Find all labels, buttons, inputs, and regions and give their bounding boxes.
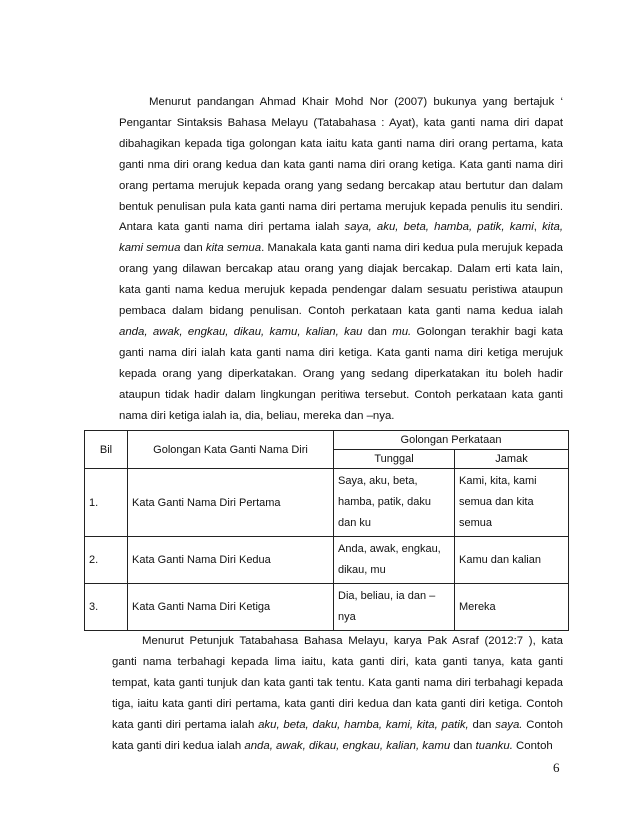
cell-golongan: Kata Ganti Nama Diri Kedua xyxy=(128,537,334,584)
cell-line: hamba, patik, daku xyxy=(338,496,431,508)
cell-bil: 3. xyxy=(85,584,128,631)
cell-line: Kami, kita, kami xyxy=(459,475,537,487)
cell-golongan: Kata Ganti Nama Diri Ketiga xyxy=(128,584,334,631)
table-row xyxy=(85,469,569,537)
text-run: dan xyxy=(468,718,496,731)
italic-text: anda, awak, engkau, dikau, kamu, kalian, kau xyxy=(119,325,363,338)
header-tunggal: Tunggal xyxy=(334,450,455,469)
italic-text: kita semua xyxy=(205,242,262,255)
header-golongan-perkataan: Golongan Perkataan xyxy=(334,431,569,450)
cell-line: Dia, beliau, ia dan – xyxy=(338,590,436,602)
italic-text: saya, aku, beta, hamba, patik, kami xyxy=(344,221,534,234)
text-run: Contoh kata ganti diri kedua ialah xyxy=(112,718,563,752)
kata-ganti-nama-diri-table xyxy=(84,430,569,631)
cell-jamak: Kamu dan kalian xyxy=(455,537,569,584)
text-run: dan xyxy=(362,325,393,338)
paragraph-petunjuk-tatabahasa xyxy=(112,631,563,756)
italic-text: mu. xyxy=(392,325,412,338)
cell-jamak xyxy=(455,469,569,537)
cell-golongan: Kata Ganti Nama Diri Pertama xyxy=(128,469,334,537)
text-run: dan xyxy=(450,739,476,752)
cell-bil: 1. xyxy=(85,469,128,537)
page-number: 6 xyxy=(553,760,560,775)
italic-text: aku, beta, daku, hamba, kami, kita, patik, xyxy=(258,718,469,731)
para1-segments xyxy=(119,96,563,422)
text-run: . Manakala kata ganti nama diri kedua pula merujuk kepada orang yang dilawan bercakap atau orang yang diajak bercakap. Dalam erti kata lain, kata ganti nama kedua merujuk kepada pendengar dalam sesuatu peristiwa ataupun pembaca dalam bidang penulisan. Contoh perkataan kata ganti nama kedua ialah xyxy=(119,242,563,318)
header-golongan: Golongan Kata Ganti Nama Diri xyxy=(128,431,334,469)
cell-line: Anda, awak, engkau, xyxy=(338,543,441,555)
cell-line: dan ku xyxy=(338,517,372,529)
cell-line: semua xyxy=(459,517,493,529)
cell-line: semua dan kita xyxy=(459,496,534,508)
cell-tunggal xyxy=(334,537,455,584)
text-run: Menurut pandangan Ahmad Khair Mohd Nor (2007) bukunya yang bertajuk ‘ Pengantar Sintaksis Bahasa Melayu (Tatabahasa : Ayat), kata ganti nama diri dapat dibahagikan kepada tiga golongan kata iaitu kata ganti nama diri orang pertama, kata ganti nma diri orang kedua dan kata ganti nama diri orang ketiga. Kata ganti nama diri orang pertama merujuk kepada orang yang sedang bercakap atau bertutur dan dalam bentuk penulisan pula kata ganti nama diri pertama merujuk kepada penulis itu sendiri. Antara kata ganti nama diri pertama ialah xyxy=(119,96,563,234)
cell-line: dikau, mu xyxy=(338,564,386,576)
table-row xyxy=(85,537,569,584)
para2-segments xyxy=(112,635,563,752)
italic-text: saya. xyxy=(495,718,523,731)
header-jamak: Jamak xyxy=(455,450,569,469)
text-run: Menurut Petunjuk Tatabahasa Bahasa Melayu, karya Pak Asraf (2012:7 ), kata ganti nama terbahagi kepada lima iaitu, kata ganti diri, kata ganti tanya, kata ganti tempat, kata ganti tunjuk dan kata ganti tak tentu. Kata ganti nama diri terbahagi kepada tiga, iaitu kata ganti diri pertama, kata ganti diri kedua dan kata ganti diri ketiga. Contoh kata ganti diri pertama ialah xyxy=(112,635,563,731)
text-run: , xyxy=(533,221,543,234)
cell-tunggal xyxy=(334,584,455,631)
cell-line: nya xyxy=(338,611,356,623)
cell-bil: 2. xyxy=(85,537,128,584)
cell-jamak: Mereka xyxy=(455,584,569,631)
text-run: Golongan terakhir bagi kata ganti nama diri ialah kata ganti nama diri ketiga. Kata ganti nama diri ketiga merujuk kepada orang yang diperkatakan. Orang yang sedang diperkatakan itu boleh hadir ataupun tidak hadir dalam lingkungan peritiwa tersebut. Contoh perkataan kata ganti nama diri ketiga ialah ia, dia, beliau, mereka dan –nya. xyxy=(119,325,563,422)
table-header-row xyxy=(85,431,569,450)
cell-line: Saya, aku, beta, xyxy=(338,475,418,487)
italic-text: tuanku. xyxy=(475,739,513,752)
cell-tunggal xyxy=(334,469,455,537)
table-body xyxy=(85,469,569,631)
header-bil: Bil xyxy=(85,431,128,469)
italic-text: kita, kami semua xyxy=(119,221,563,255)
text-run: Contoh xyxy=(512,739,553,752)
table-row xyxy=(85,584,569,631)
paragraph-pandangan-ahmad-khair xyxy=(119,92,563,427)
text-run: dan xyxy=(180,242,206,255)
italic-text: anda, awak, dikau, engkau, kalian, kamu xyxy=(244,739,451,752)
